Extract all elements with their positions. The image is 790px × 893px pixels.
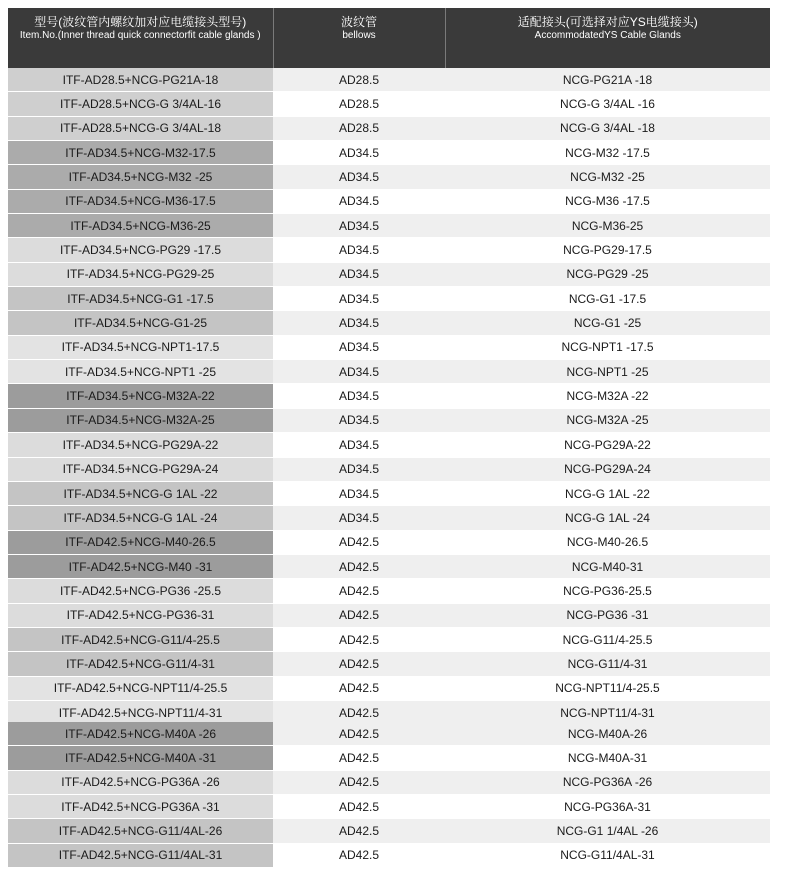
item-no-cell: ITF-AD28.5+NCG-G 3/4AL-16 [8,92,273,116]
item-no-cell: ITF-AD42.5+NCG-M40A -26 [8,722,273,746]
item-no-cell: ITF-AD34.5+NCG-G 1AL -24 [8,506,273,530]
bellows-cell: AD42.5 [273,819,445,843]
item-no-cell: ITF-AD34.5+NCG-PG29 -17.5 [8,238,273,262]
table-row [8,579,770,603]
item-no-cell: ITF-AD42.5+NCG-G11/4AL-31 [8,843,273,867]
item-no-cell: ITF-AD34.5+NCG-M36-25 [8,214,273,238]
cable-gland-cell: NCG-NPT11/4-31 [445,700,770,724]
header-item-no-cn: 型号(波纹管内螺纹加对应电缆接头型号) [34,15,247,29]
item-no-cell: ITF-AD42.5+NCG-NPT11/4-31 [8,700,273,724]
table-row [8,481,770,505]
main-table [8,8,770,725]
header-item-no [8,8,273,68]
item-no-cell: ITF-AD42.5+NCG-G11/4AL-26 [8,819,273,843]
table-row [8,165,770,189]
bellows-cell: AD34.5 [273,311,445,335]
cable-gland-cell: NCG-G 3/4AL -16 [445,92,770,116]
table-row [8,68,770,92]
bellows-cell: AD28.5 [273,68,445,92]
item-no-cell: ITF-AD34.5+NCG-M32-17.5 [8,141,273,165]
secondary-table-body [8,722,770,868]
bellows-cell: AD34.5 [273,238,445,262]
table-row [8,457,770,481]
header-bellows-en: bellows [342,30,376,41]
table-row [8,652,770,676]
cable-gland-cell: NCG-PG36-25.5 [445,579,770,603]
item-no-cell: ITF-AD34.5+NCG-G1-25 [8,311,273,335]
bellows-cell: AD42.5 [273,795,445,819]
bellows-cell: AD34.5 [273,165,445,189]
table-row [8,627,770,651]
item-no-cell: ITF-AD28.5+NCG-G 3/4AL-18 [8,116,273,140]
item-no-cell: ITF-AD34.5+NCG-G 1AL -22 [8,481,273,505]
bellows-cell: AD34.5 [273,287,445,311]
bellows-cell: AD42.5 [273,554,445,578]
bellows-cell: AD42.5 [273,530,445,554]
cable-gland-cell: NCG-G11/4-25.5 [445,627,770,651]
cable-gland-cell: NCG-PG36A-31 [445,795,770,819]
table-row [8,311,770,335]
item-no-cell: ITF-AD34.5+NCG-PG29-25 [8,262,273,286]
table-row [8,433,770,457]
bellows-cell: AD34.5 [273,262,445,286]
table-row [8,506,770,530]
cable-gland-cell: NCG-G 3/4AL -18 [445,116,770,140]
table-row [8,843,770,867]
bellows-cell: AD42.5 [273,627,445,651]
table-row [8,819,770,843]
bellows-cell: AD42.5 [273,676,445,700]
cable-gland-cell: NCG-G 1AL -22 [445,481,770,505]
cable-gland-cell: NCG-M32 -17.5 [445,141,770,165]
cable-gland-cell: NCG-M32A -25 [445,408,770,432]
item-no-cell: ITF-AD42.5+NCG-G11/4-31 [8,652,273,676]
cable-gland-cell: NCG-M40A-31 [445,746,770,770]
table-row [8,189,770,213]
item-no-cell: ITF-AD34.5+NCG-NPT1 -25 [8,360,273,384]
table-row [8,676,770,700]
cable-gland-cell: NCG-PG29A-24 [445,457,770,481]
table-row [8,262,770,286]
bellows-cell: AD34.5 [273,408,445,432]
item-no-cell: ITF-AD34.5+NCG-M32A-22 [8,384,273,408]
table-row [8,770,770,794]
item-no-cell: ITF-AD34.5+NCG-M36-17.5 [8,189,273,213]
item-no-cell: ITF-AD42.5+NCG-PG36 -25.5 [8,579,273,603]
bellows-cell: AD34.5 [273,141,445,165]
table-header [8,8,770,68]
table-row [8,408,770,432]
cable-gland-cell: NCG-M40A-26 [445,722,770,746]
cable-gland-cell: NCG-NPT11/4-25.5 [445,676,770,700]
bellows-cell: AD42.5 [273,603,445,627]
item-no-cell: ITF-AD42.5+NCG-NPT11/4-25.5 [8,676,273,700]
cable-gland-cell: NCG-M36 -17.5 [445,189,770,213]
item-no-cell: ITF-AD42.5+NCG-M40 -31 [8,554,273,578]
table-row [8,722,770,746]
item-no-cell: ITF-AD28.5+NCG-PG21A-18 [8,68,273,92]
table-row [8,384,770,408]
header-bellows [273,8,445,68]
table-row [8,746,770,770]
cable-gland-cell: NCG-PG21A -18 [445,68,770,92]
cable-gland-cell: NCG-G1 -25 [445,311,770,335]
table-row [8,795,770,819]
cable-gland-cell: NCG-M40-26.5 [445,530,770,554]
table-row [8,116,770,140]
bellows-cell: AD42.5 [273,746,445,770]
cable-gland-cell: NCG-M40-31 [445,554,770,578]
bellows-cell: AD34.5 [273,189,445,213]
cable-gland-cell: NCG-M32A -22 [445,384,770,408]
item-no-cell: ITF-AD42.5+NCG-PG36A -26 [8,770,273,794]
bellows-cell: AD34.5 [273,384,445,408]
table-row [8,530,770,554]
bellows-cell: AD34.5 [273,335,445,359]
table-row [8,287,770,311]
cable-gland-cell: NCG-PG29 -25 [445,262,770,286]
bellows-cell: AD42.5 [273,700,445,724]
item-no-cell: ITF-AD42.5+NCG-G11/4-25.5 [8,627,273,651]
header-cable-glands [445,8,770,68]
cable-gland-cell: NCG-PG36 -31 [445,603,770,627]
cable-gland-cell: NCG-PG29A-22 [445,433,770,457]
item-no-cell: ITF-AD42.5+NCG-PG36-31 [8,603,273,627]
bellows-cell: AD34.5 [273,457,445,481]
bellows-cell: AD28.5 [273,92,445,116]
bellows-cell: AD34.5 [273,481,445,505]
table-row [8,554,770,578]
bellows-cell: AD34.5 [273,506,445,530]
cable-gland-cell: NCG-G11/4-31 [445,652,770,676]
header-item-no-en: Item.No.(Inner thread quick connectorfit cable glands ) [19,30,261,41]
cable-gland-cell: NCG-G1 -17.5 [445,287,770,311]
table-row [8,238,770,262]
cable-gland-cell: NCG-G1 1/4AL -26 [445,819,770,843]
item-no-cell: ITF-AD42.5+NCG-PG36A -31 [8,795,273,819]
bellows-cell: AD42.5 [273,579,445,603]
table-row [8,92,770,116]
item-no-cell: ITF-AD34.5+NCG-M32 -25 [8,165,273,189]
cable-gland-cell: NCG-NPT1 -25 [445,360,770,384]
table-row [8,360,770,384]
bellows-cell: AD34.5 [273,433,445,457]
cable-gland-cell: NCG-PG29-17.5 [445,238,770,262]
table-row [8,141,770,165]
item-no-cell: ITF-AD34.5+NCG-PG29A-24 [8,457,273,481]
table-row [8,603,770,627]
cable-gland-cell: NCG-G11/4AL-31 [445,843,770,867]
bellows-cell: AD42.5 [273,722,445,746]
bellows-cell: AD42.5 [273,770,445,794]
item-no-cell: ITF-AD42.5+NCG-M40-26.5 [8,530,273,554]
header-bellows-cn: 波纹管 [340,15,377,29]
bellows-cell: AD28.5 [273,116,445,140]
bellows-cell: AD42.5 [273,843,445,867]
bellows-cell: AD34.5 [273,360,445,384]
item-no-cell: ITF-AD34.5+NCG-G1 -17.5 [8,287,273,311]
cable-gland-cell: NCG-M36-25 [445,214,770,238]
bellows-cell: AD34.5 [273,214,445,238]
cable-gland-cell: NCG-G 1AL -24 [445,506,770,530]
table-row [8,214,770,238]
header-cable-glands-cn: 适配接头(可选择对应YS电缆接头) [517,15,698,29]
cable-gland-cell: NCG-M32 -25 [445,165,770,189]
cable-gland-cell: NCG-PG36A -26 [445,770,770,794]
header-cable-glands-en: AccommodatedYS Cable Glands [534,30,681,41]
table-row [8,335,770,359]
item-no-cell: ITF-AD34.5+NCG-M32A-25 [8,408,273,432]
bellows-cell: AD42.5 [273,652,445,676]
item-no-cell: ITF-AD42.5+NCG-M40A -31 [8,746,273,770]
item-no-cell: ITF-AD34.5+NCG-PG29A-22 [8,433,273,457]
secondary-table [8,722,770,868]
item-no-cell: ITF-AD34.5+NCG-NPT1-17.5 [8,335,273,359]
main-table-body [8,68,770,725]
cable-gland-cell: NCG-NPT1 -17.5 [445,335,770,359]
